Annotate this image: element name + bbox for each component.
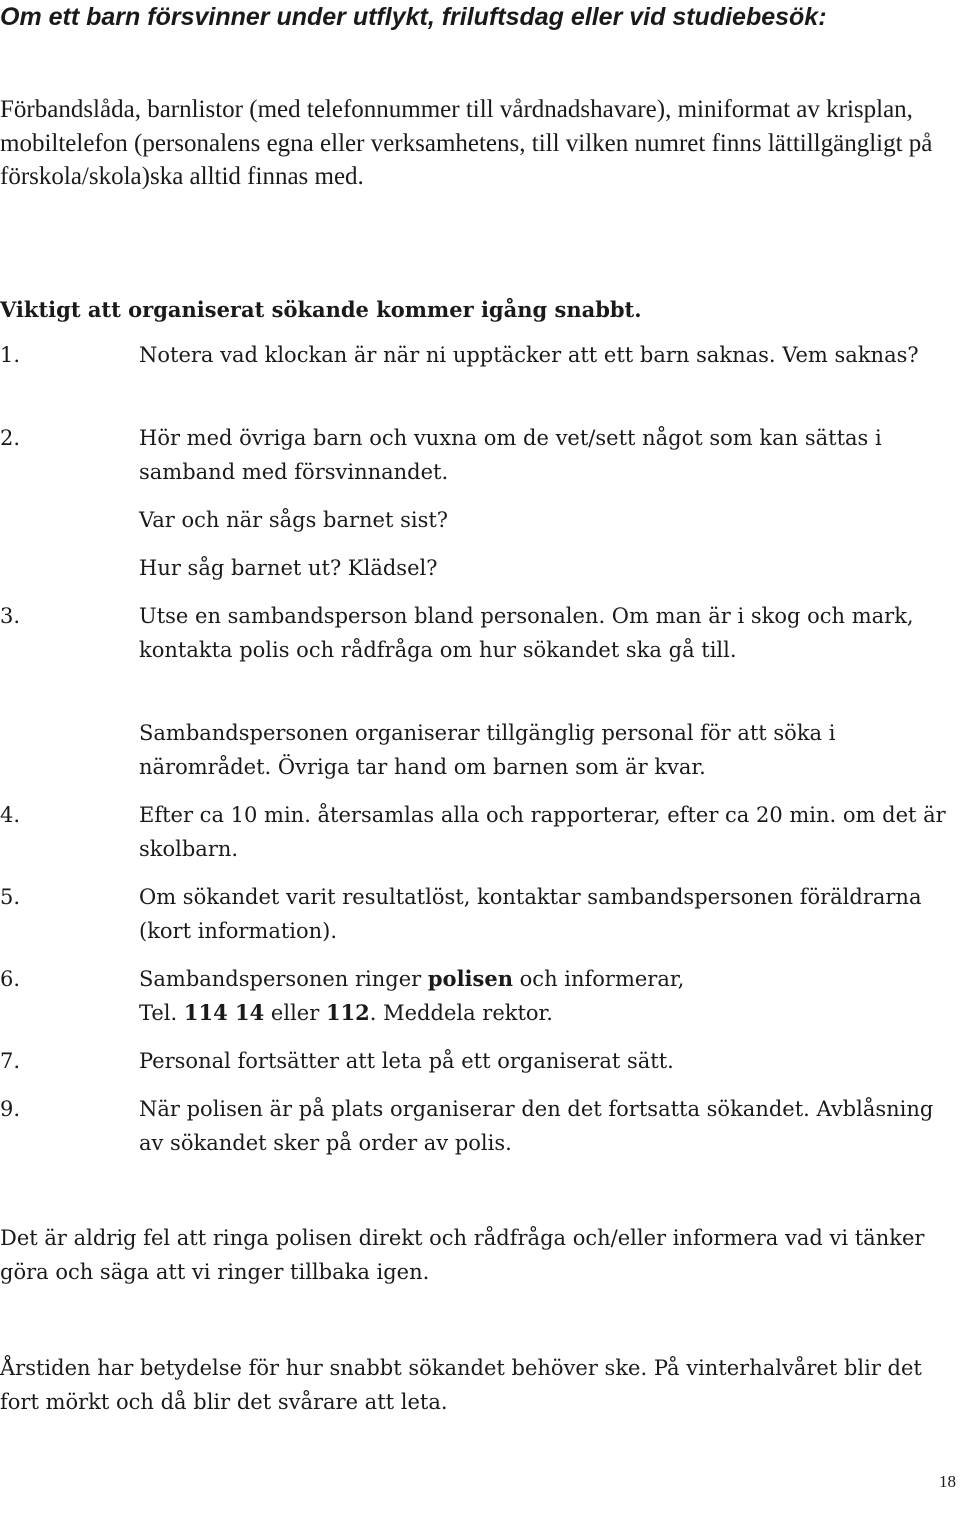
step-number: 4.: [0, 803, 21, 827]
step-text: Hör med övriga barn och vuxna om de vet/sett något som kan sättas i samband med försvinnandet.: [139, 426, 882, 484]
step-text: Personal fortsätter att leta på ett organiserat sätt.: [139, 1049, 674, 1073]
step-text-part: Sambandspersonen ringer: [139, 967, 428, 991]
step-text: Om sökandet varit resultatlöst, kontaktar sambandspersonen föräldrarna (kort information).: [139, 885, 922, 943]
step-number: 2.: [0, 426, 21, 450]
step-text-part: . Meddela rektor.: [369, 1001, 553, 1025]
emphasis-police: polisen: [427, 966, 513, 991]
page-title: Om ett barn försvinner under utflykt, friluftsdag eller vid studiebesök:: [0, 3, 827, 31]
phone-number-emergency: 112: [325, 1000, 370, 1025]
step-text: [139, 962, 959, 1030]
note-paragraph: Årstiden har betydelse för hur snabbt sökandet behöver ske. På vinterhalvåret blir det fort mörkt och då blir det svårare att leta.: [0, 1356, 922, 1414]
section-heading: Viktigt att organiserat sökande kommer igång snabbt.: [0, 297, 642, 322]
step-subtext: Var och när sågs barnet sist?: [139, 508, 449, 532]
step-number: 6.: [0, 967, 21, 991]
note-paragraph: Det är aldrig fel att ringa polisen direkt och rådfråga och/eller informera vad vi tänker göra och säga att vi ringer tillbaka igen.: [0, 1226, 925, 1284]
step-number: 1.: [0, 343, 21, 367]
step-number: 9.: [0, 1097, 21, 1121]
phone-number-police: 114 14: [183, 1000, 265, 1025]
step-text: Efter ca 10 min. återsamlas alla och rapporterar, efter ca 20 min. om det är skolbarn.: [139, 803, 946, 861]
step-number: 7.: [0, 1049, 21, 1073]
page-number: 18: [939, 1472, 956, 1491]
step-text: Notera vad klockan är när ni upptäcker att ett barn saknas. Vem saknas?: [139, 343, 919, 367]
step-number: 3.: [0, 604, 21, 628]
step-subtext: Hur såg barnet ut? Klädsel?: [139, 556, 438, 580]
step-text: Utse en sambandsperson bland personalen. Om man är i skog och mark, kontakta polis och rådfråga om hur sökandet ska gå till.: [139, 604, 914, 662]
intro-paragraph: Förbandslåda, barnlistor (med telefonnummer till vårdnadshavare), miniformat av krisplan, mobiltelefon (personalens egna eller verksamhetens, till vilken numret finns lättillgängligt på förskola/skola)ska alltid finnas med.: [0, 96, 933, 190]
step-text-part: eller: [264, 1001, 326, 1025]
step-text-part: och informerar,: [512, 967, 685, 991]
step-subtext: Sambandspersonen organiserar tillgänglig personal för att söka i närområdet. Övriga tar hand om barnen som är kvar.: [139, 721, 836, 779]
step-text: När polisen är på plats organiserar den det fortsatta sökandet. Avblåsning av sökandet sker på order av polis.: [139, 1097, 934, 1155]
step-number: 5.: [0, 885, 21, 909]
step-text-part: Tel.: [139, 1001, 184, 1025]
